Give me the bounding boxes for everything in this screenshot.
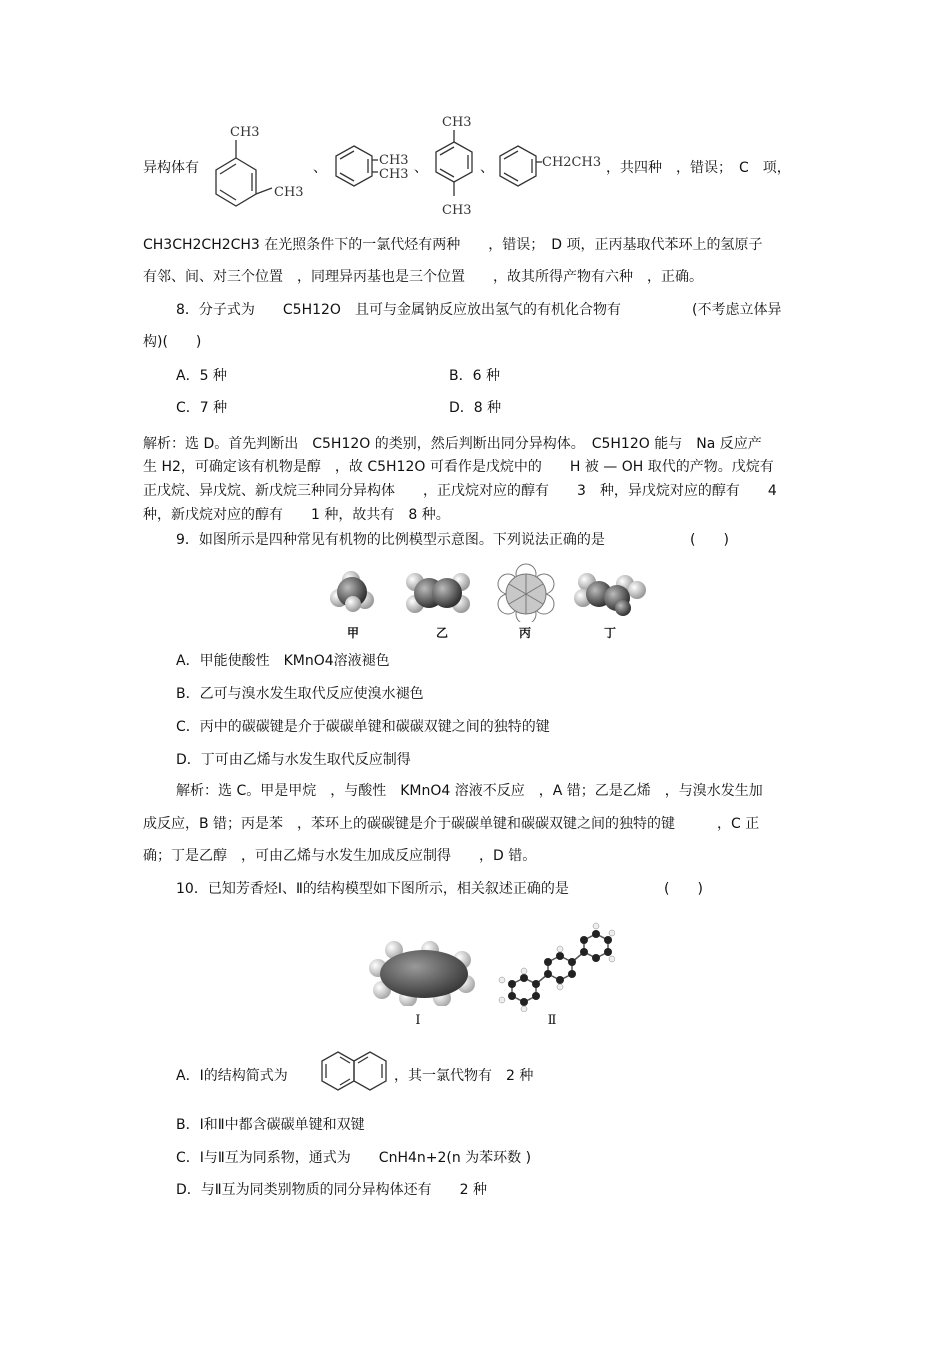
q10-option-a-pre: A．Ⅰ的结构简式为	[176, 1068, 288, 1084]
q9-analysis-3: 确；丁是乙醇 ，可由乙烯与水发生加成反应制得 ，D 错。	[143, 848, 537, 864]
ethylbenzene-structure	[494, 144, 606, 192]
ch3-label: CH3	[442, 115, 472, 130]
ethylene-model	[406, 573, 470, 613]
q7-line3: 有邻、间、对三个位置 ，同理异丙基也是三个位置 ，故其所得产物有六种 ，正确。	[143, 269, 703, 285]
o-xylene-structure	[330, 142, 420, 194]
ch3-label: CH3	[379, 153, 409, 168]
benzene-model	[498, 564, 554, 622]
q9-stem: 9．如图所示是四种常见有机物的比例模型示意图。下列说法正确的是	[176, 532, 605, 548]
ch3-label: CH3	[379, 167, 409, 182]
ch3-label: CH3	[274, 185, 304, 200]
q8-option-b: B．6 种	[449, 368, 500, 384]
q8-analysis-4: 种，新戊烷对应的醇有 1 种，故共有 8 种。	[143, 507, 450, 523]
p-xylene-structure	[426, 112, 482, 224]
q8-analysis-2: 生 H2，可确定该有机物是醇 ，故 C5H12O 可看作是戊烷中的 H 被 — OH 取代的产物。戊烷有	[143, 459, 774, 475]
ch3-label: CH3	[442, 203, 472, 218]
q7-line1-prefix: 异构体有	[143, 160, 199, 176]
q7-line1-suffix: ，共四种 ，错误； C 项，	[606, 160, 791, 176]
ball-and-stick-model	[490, 920, 615, 1012]
ethanol-model	[574, 573, 646, 616]
q8-option-c: C．7 种	[176, 400, 228, 416]
q8-option-d: D．8 种	[449, 400, 502, 416]
q9-analysis-2: 成反应，B 错；丙是苯 ，苯环上的碳碳键是介于碳碳单键和碳碳双键之间的独特的键 ，C 正	[143, 816, 760, 832]
ch3-label: CH3	[230, 125, 260, 140]
q10-option-a-post: ，其一氯代物有 2 种	[394, 1068, 534, 1084]
separator: 、	[313, 160, 327, 176]
label-I: Ⅰ	[415, 1013, 421, 1028]
q8-analysis-3: 正戊烷、异戊烷、新戊烷三种同分异构体 ，正戊烷对应的醇有 3 种，异戊烷对应的醇有 4	[143, 483, 777, 499]
q10-stem: 10．已知芳香烃Ⅰ、Ⅱ的结构模型如下图所示，相关叙述正确的是	[176, 881, 569, 897]
q9-answer-paren: ( )	[690, 532, 729, 548]
q10-option-c: C．Ⅰ与Ⅱ互为同系物，通式为 CnH4n+2(n 为苯环数 )	[176, 1150, 532, 1166]
q9-analysis-1: 解析：选 C。甲是甲烷 ，与酸性 KMnO4 溶液不反应 ，A 错；乙是乙烯 ，与溴水发生加	[176, 783, 763, 799]
q9-option-b: B．乙可与溴水发生取代反应使溴水褪色	[176, 686, 424, 702]
separator: 、	[480, 160, 494, 176]
q10-answer-paren: ( )	[664, 881, 703, 897]
m-xylene-structure	[208, 118, 312, 218]
separator: 、	[414, 160, 428, 176]
label-yi: 乙	[435, 626, 448, 640]
q9-option-a: A．甲能使酸性 KMnO4溶液褪色	[176, 653, 390, 669]
naphthalene-structure	[320, 1044, 388, 1104]
space-filling-models-figure	[325, 560, 660, 622]
ethyl-label: CH2CH3	[542, 155, 602, 170]
q8-stem-tail: (不考虑立体异	[692, 302, 782, 318]
naphthalene-space-filling-model	[368, 938, 480, 1006]
q8-stem: 8．分子式为 C5H12O 且可与金属钠反应放出氢气的有机化合物有	[176, 302, 621, 318]
q10-option-d: D．与Ⅱ互为同类别物质的同分异构体还有 2 种	[176, 1182, 488, 1198]
label-bing: 丙	[518, 626, 531, 640]
label-jia: 甲	[346, 626, 359, 640]
methane-model	[330, 571, 374, 612]
q8-option-a: A．5 种	[176, 368, 227, 384]
q7-line2: CH3CH2CH2CH3 在光照条件下的一氯代烃有两种 ，错误； D 项，正丙基取代苯环上的氢原子	[143, 237, 763, 253]
q9-option-d: D．丁可由乙烯与水发生取代反应制得	[176, 752, 411, 768]
q8-stem-line2: 构)( )	[143, 334, 202, 350]
q10-option-b: B．Ⅰ和Ⅱ中都含碳碳单键和双键	[176, 1117, 365, 1133]
q9-option-c: C．丙中的碳碳键是介于碳碳单键和碳碳双键之间的独特的键	[176, 719, 550, 735]
q8-analysis-1: 解析：选 D。首先判断出 C5H12O 的类别，然后判断出同分异构体。 C5H12O 能与 Na 反应产	[143, 436, 762, 452]
label-II: Ⅱ	[547, 1013, 557, 1028]
label-ding: 丁	[603, 626, 616, 640]
